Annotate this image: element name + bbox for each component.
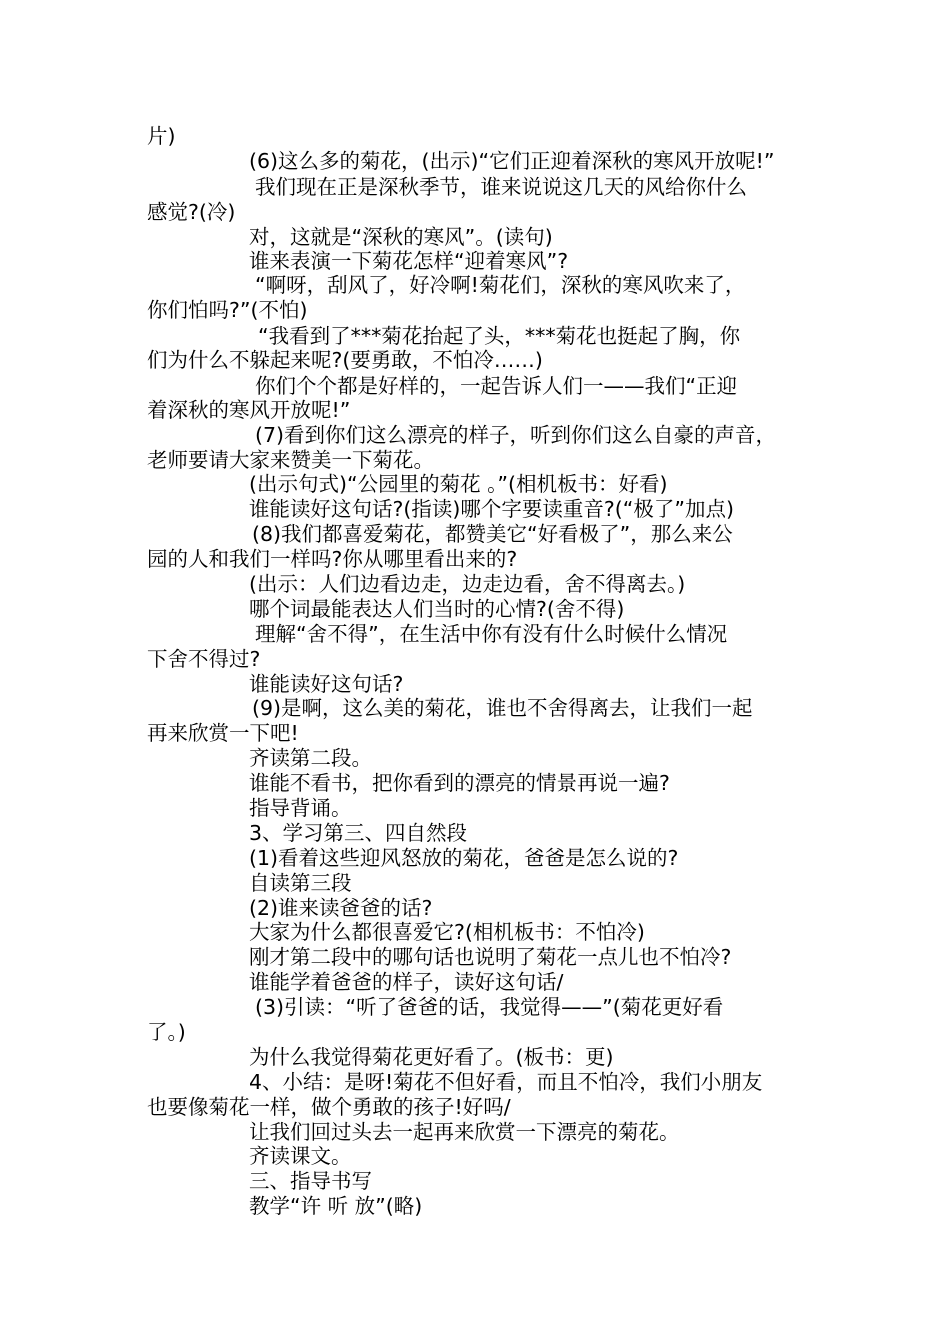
text-line: 齐读第二段。 bbox=[249, 746, 372, 770]
text-line: “我看到了***菊花抬起了头，***菊花也挺起了胸，你 bbox=[258, 324, 741, 348]
text-line: 也要像菊花一样，做个勇敢的孩子!好吗/ bbox=[147, 1095, 511, 1119]
text-line: (出示：人们边看边走，边走边看，舍不得离去。) bbox=[249, 572, 686, 596]
text-line: 齐读课文。 bbox=[249, 1144, 352, 1168]
text-line: 自读第三段 bbox=[249, 871, 352, 895]
text-line: 谁能不看书，把你看到的漂亮的情景再说一遍? bbox=[249, 771, 670, 795]
text-line: 你们个个都是好样的，一起告诉人们一——我们“正迎 bbox=[255, 374, 738, 398]
text-line: (2)谁来读爸爸的话? bbox=[249, 896, 433, 920]
text-line: (出示句式)“公园里的菊花 。”(相机板书：好看) bbox=[249, 472, 668, 496]
text-line: 谁能读好这句话?(指读)哪个字要读重音?(“极了”加点) bbox=[249, 497, 734, 521]
text-line: (8)我们都喜爱菊花，都赞美它“好看极了”，那么来公 bbox=[252, 522, 733, 546]
text-line: 再来欣赏一下吧! bbox=[147, 721, 299, 745]
text-line: 感觉?(冷) bbox=[147, 200, 236, 224]
text-line: 了。) bbox=[147, 1020, 186, 1044]
text-line: “啊呀，刮风了，好冷啊!菊花们，深秋的寒风吹来了， bbox=[255, 273, 746, 297]
text-line: (9)是啊，这么美的菊花，谁也不舍得离去，让我们一起 bbox=[252, 696, 753, 720]
text-line: 谁能学着爸爸的样子，读好这句话/ bbox=[249, 970, 564, 994]
text-line: 下舍不得过? bbox=[147, 647, 261, 671]
text-line: 让我们回过头去一起再来欣赏一下漂亮的菊花。 bbox=[249, 1120, 680, 1144]
text-line: 园的人和我们一样吗?你从哪里看出来的? bbox=[147, 547, 518, 571]
text-line: 哪个词最能表达人们当时的心情?(舍不得) bbox=[249, 597, 625, 621]
text-line: (7)看到你们这么漂亮的样子，听到你们这么自豪的声音， bbox=[255, 423, 777, 447]
text-line: 刚才第二段中的哪句话也说明了菊花一点儿也不怕冷? bbox=[249, 945, 732, 969]
text-line: 片) bbox=[147, 124, 176, 148]
text-line: 老师要请大家来赞美一下菊花。 bbox=[147, 448, 434, 472]
text-line: (6)这么多的菊花，(出示)“它们正迎着深秋的寒风开放呢!” bbox=[249, 149, 775, 173]
text-line: 指导背诵。 bbox=[249, 796, 352, 820]
text-line: 大家为什么都很喜爱它?(相机板书：不怕冷) bbox=[249, 920, 645, 944]
text-line: 谁来表演一下菊花怎样“迎着寒风”? bbox=[249, 249, 569, 273]
text-line: 们为什么不躲起来呢?(要勇敢，不怕冷……) bbox=[147, 348, 543, 372]
text-line: 你们怕吗?”(不怕) bbox=[147, 298, 308, 322]
text-line: 教学“许 听 放”(略) bbox=[249, 1194, 423, 1218]
text-line: (3)引读：“听了爸爸的话，我觉得——”(菊花更好看 bbox=[255, 995, 724, 1019]
text-line: 我们现在正是深秋季节，谁来说说这几天的风给你什么 bbox=[255, 175, 747, 199]
text-line: 着深秋的寒风开放呢!” bbox=[147, 398, 351, 422]
text-line: 三、指导书写 bbox=[249, 1169, 372, 1193]
text-line: 4、小结：是呀!菊花不但好看，而且不怕冷，我们小朋友 bbox=[249, 1070, 763, 1094]
text-line: 理解“舍不得”，在生活中你有没有什么时候什么情况 bbox=[255, 622, 728, 646]
text-line: 谁能读好这句话? bbox=[249, 672, 404, 696]
text-line: (1)看着这些迎风怒放的菊花，爸爸是怎么说的? bbox=[249, 846, 679, 870]
text-line: 为什么我觉得菊花更好看了。(板书：更) bbox=[249, 1045, 614, 1069]
text-line: 对，这就是“深秋的寒风”。(读句) bbox=[249, 225, 553, 249]
text-line: 3、学习第三、四自然段 bbox=[249, 821, 468, 845]
